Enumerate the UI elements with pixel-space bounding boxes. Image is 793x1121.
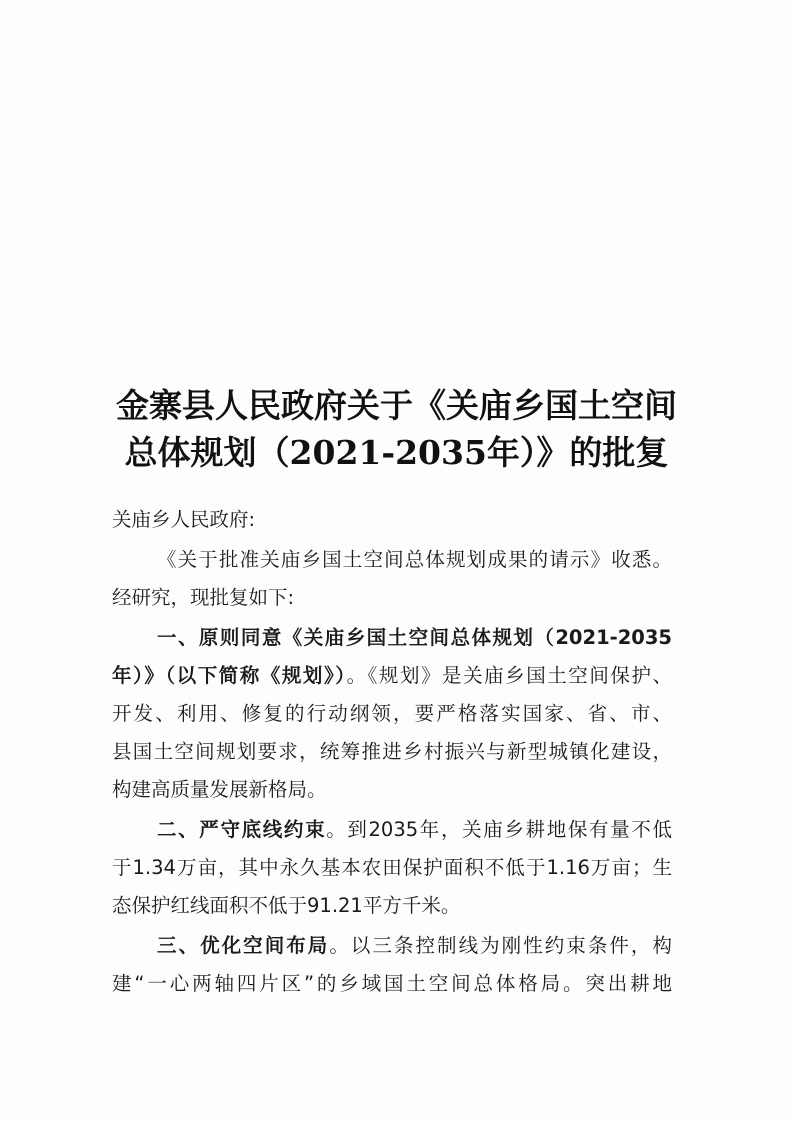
section-2-line-2: 于1.34万亩，其中永久基本农田保护面积不低于1.16万亩；生 xyxy=(112,856,672,879)
section-2-line-1-text: 。到2035年，关庙乡耕地保有量不低 xyxy=(326,818,672,841)
section-1-line-5: 构建高质量发展新格局。 xyxy=(112,778,327,801)
section-2-heading: 二、严守底线约束 xyxy=(157,818,327,841)
section-2-line-3: 态保护红线面积不低于91.21平方千米。 xyxy=(112,894,461,917)
section-3-line-1 xyxy=(157,936,672,956)
salutation: 关庙乡人民政府: xyxy=(112,508,256,531)
section-3-line-2: 建“一心两轴四片区”的乡域国土空间总体格局。突出耕地 xyxy=(112,972,672,995)
intro-line-1: 《关于批准关庙乡国土空间总体规划成果的请示》收悉。 xyxy=(157,548,672,571)
section-1-line-2-text: 。《规划》是关庙乡国土空间保护、 xyxy=(346,664,672,687)
document-title-line-1: 金寨县人民政府关于《关庙乡国土空间 xyxy=(116,386,677,425)
section-3-heading: 三、优化空间布局 xyxy=(157,934,330,957)
section-1-line-3: 开发、利用、修复的行动纲领，要严格落实国家、省、市、 xyxy=(112,702,672,725)
section-3-line-1-text: 。以三条控制线为刚性约束条件，构 xyxy=(329,934,672,957)
section-1-line-4: 县国土空间规划要求，统筹推进乡村振兴与新型城镇化建设， xyxy=(112,740,672,763)
section-1-heading: 一、原则同意《关庙乡国土空间总体规划（2021-2035 xyxy=(157,626,672,649)
section-1-abbrev: 年）》（以下简称《规划》） xyxy=(112,664,347,687)
section-1-line-2 xyxy=(112,666,672,686)
document-title-line-2: 总体规划（2021-2035年）》的批复 xyxy=(124,433,669,472)
intro-line-2: 经研究，现批复如下: xyxy=(112,586,295,609)
section-2-line-1 xyxy=(157,820,672,840)
